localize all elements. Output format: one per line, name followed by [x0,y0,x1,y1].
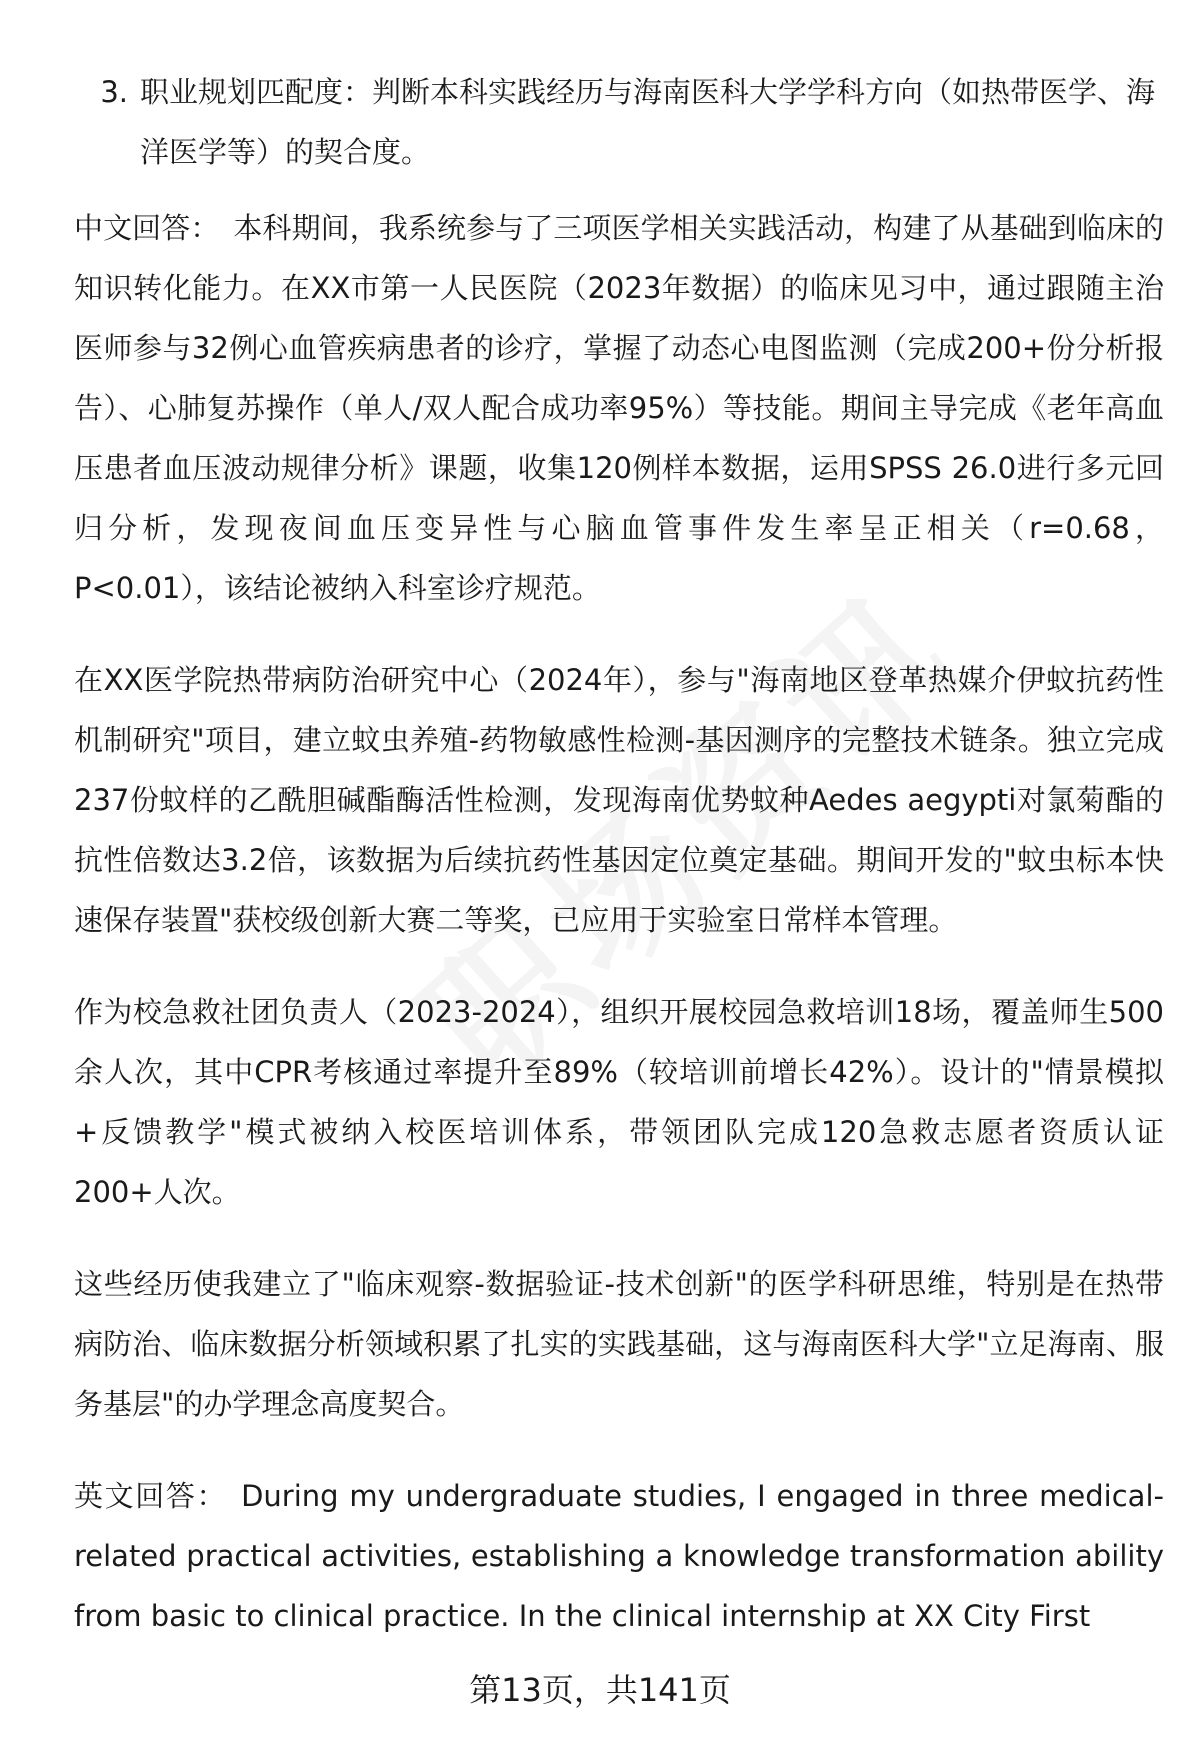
paragraph-text: 这些经历使我建立了"临床观察-数据验证-技术创新"的医学科研思维，特别是在热带病防治、临床数据分析领域积累了扎实的实践基础，这与海南医科大学"立足海南、服务基层"的办学理念高度契合。 [74,1267,1164,1421]
paragraph-summary [74,1254,1164,1434]
paragraph-text: During my undergraduate studies, I engaged in three medical-related practical activities, establishing a knowledge transformation ability from basic to clinical practice. In the clinical internship at XX City First [74,1479,1164,1633]
paragraph-research-center [74,650,1164,950]
page-content [74,62,1164,1678]
list-item-number: 3. [100,75,128,109]
paragraph-text: 在XX医学院热带病防治研究中心（2024年），参与"海南地区登革热媒介伊蚊抗药性机制研究"项目，建立蚊虫养殖-药物敏感性检测-基因测序的完整技术链条。独立完成237份蚊样的乙酰胆碱酯酶活性检测，发现海南优势蚊种Aedes aegypti对氯菊酯的抗性倍数达3.2倍，该数据为后续抗药性基因定位奠定基础。期间开发的"蚊虫标本快速保存装置"获校级创新大赛二等奖，已应用于实验室日常样本管理。 [74,663,1164,937]
list-item-text: 职业规划匹配度：判断本科实践经历与海南医科大学学科方向（如热带医学、海洋医学等）的契合度。 [140,75,1156,169]
numbered-list-item [74,62,1164,182]
paragraph-text: 作为校急救社团负责人（2023-2024），组织开展校园急救培训18场，覆盖师生500余人次，其中CPR考核通过率提升至89%（较培训前增长42%）。设计的"情景模拟+反馈教学"模式被纳入校医培训体系，带领团队完成120急救志愿者资质认证200+人次。 [74,995,1164,1209]
paragraph-chinese-answer [74,198,1164,618]
paragraph-english-answer [74,1466,1164,1646]
paragraph-label: 中文回答： [74,211,220,245]
paragraph-first-aid-club [74,982,1164,1222]
paragraph-text: 本科期间，我系统参与了三项医学相关实践活动，构建了从基础到临床的知识转化能力。在XX市第一人民医院（2023年数据）的临床见习中，通过跟随主治医师参与32例心血管疾病患者的诊疗，掌握了动态心电图监测（完成200+份分析报告）、心肺复苏操作（单人/双人配合成功率95%）等技能。期间主导完成《老年高血压患者血压波动规律分析》课题，收集120例样本数据，运用SPSS 26.0进行多元回归分析，发现夜间血压变异性与心脑血管事件发生率呈正相关（r=0.68，P<0.01），该结论被纳入科室诊疗规范。 [74,211,1164,605]
page-number-footer: 第13页，共141页 [469,1671,731,1709]
paragraph-label: 英文回答： [74,1479,228,1513]
